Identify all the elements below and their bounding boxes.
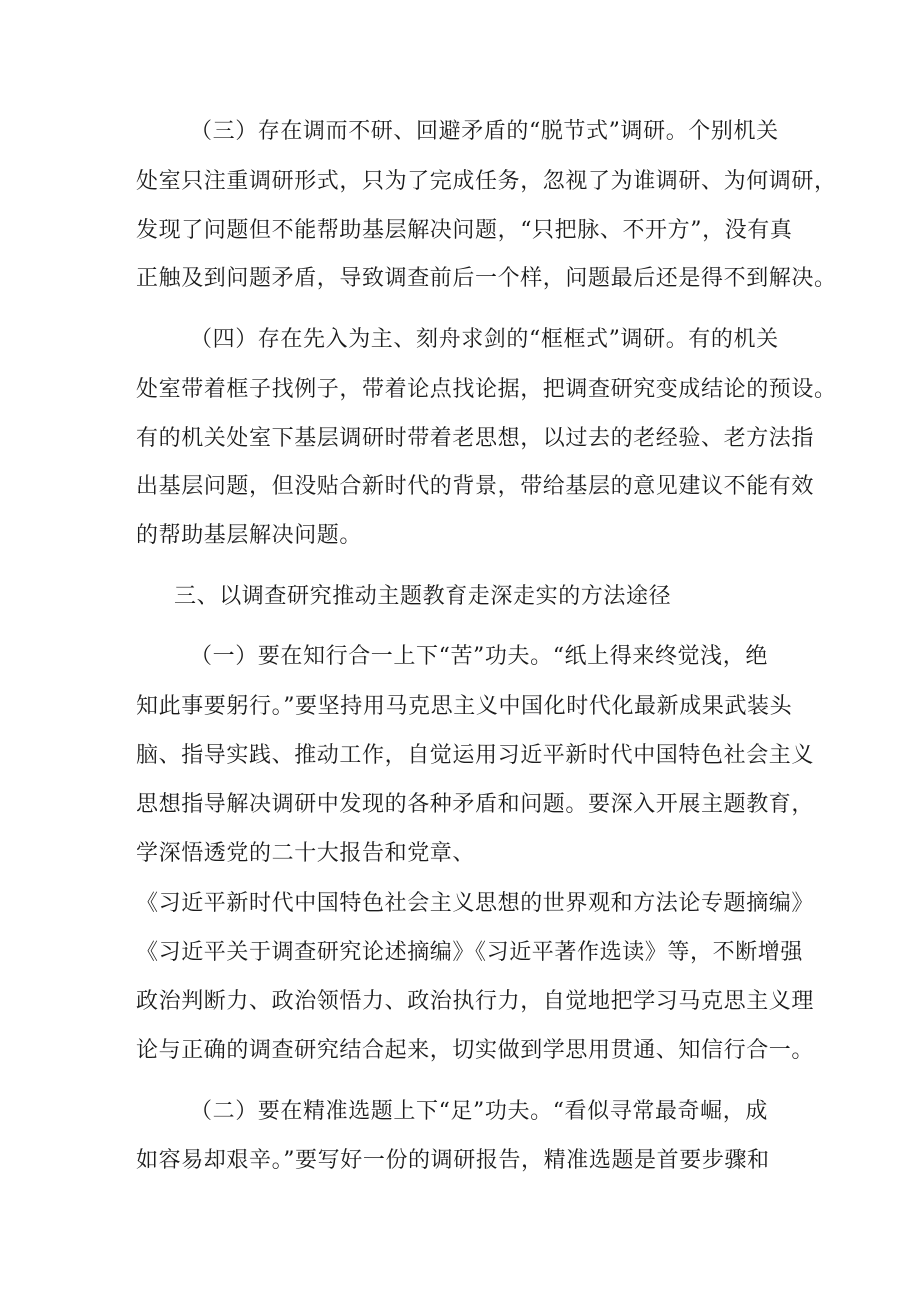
paragraph-line: （一）要在知行合一上下“苦”功夫。“纸上得来终觉浅，绝 xyxy=(190,644,768,669)
paragraph-line: 论与正确的调查研究结合起来，切实做到学思用贯通、知信行合一。 xyxy=(136,1038,815,1063)
paragraph-line: 正触及到问题矛盾，导致调查前后一个样，问题最后还是得不到解决。 xyxy=(136,266,837,291)
paragraph-line: 出基层问题，但没贴合新时代的背景，带给基层的意见建议不能有效 xyxy=(136,474,815,499)
section-heading: 三、以调查研究推动主题教育走深走实的方法途径 xyxy=(174,584,672,609)
paragraph-line: 脑、指导实践、推动工作，自觉运用习近平新时代中国特色社会主义 xyxy=(136,743,815,768)
paragraph-line: 的帮助基层解决问题。 xyxy=(136,523,363,548)
paragraph-line: 处室带着框子找例子，带着论点找论据，把调查研究变成结论的预设。 xyxy=(136,377,837,402)
paragraph-line: 处室只注重调研形式，只为了完成任务，忽视了为谁调研、为何调研， xyxy=(136,169,837,194)
paragraph-line: （四）存在先入为主、刻舟求剑的“框框式”调研。有的机关 xyxy=(190,327,779,352)
paragraph-line: 学深悟透党的二十大报告和党章、 xyxy=(136,841,476,866)
paragraph-line: 知此事要躬行。”要坚持用马克思主义中国化时代化最新成果武装头 xyxy=(136,694,793,719)
paragraph-line: 政治判断力、政治领悟力、政治执行力，自觉地把学习马克思主义理 xyxy=(136,989,815,1014)
paragraph-line: （三）存在调而不研、回避矛盾的“脱节式”调研。个别机关 xyxy=(190,119,779,144)
paragraph-line: 思想指导解决调研中发现的各种矛盾和问题。要深入开展主题教育， xyxy=(136,792,815,817)
paragraph-line: （二）要在精准选题上下“足”功夫。“看似寻常最奇崛，成 xyxy=(190,1099,768,1124)
paragraph-line: 《习近平新时代中国特色社会主义思想的世界观和方法论专题摘编》 xyxy=(136,891,815,916)
paragraph-line: 如容易却艰辛。”要写好一份的调研报告，精准选题是首要步骤和 xyxy=(136,1148,770,1173)
paragraph-line: 发现了问题但不能帮助基层解决问题，“只把脉、不开方”，没有真 xyxy=(136,218,793,243)
paragraph-line: 《习近平关于调查研究论述摘编》《习近平著作选读》等，不断增强 xyxy=(136,940,804,965)
paragraph-line: 有的机关处室下基层调研时带着老思想，以过去的老经验、老方法指 xyxy=(136,426,815,451)
